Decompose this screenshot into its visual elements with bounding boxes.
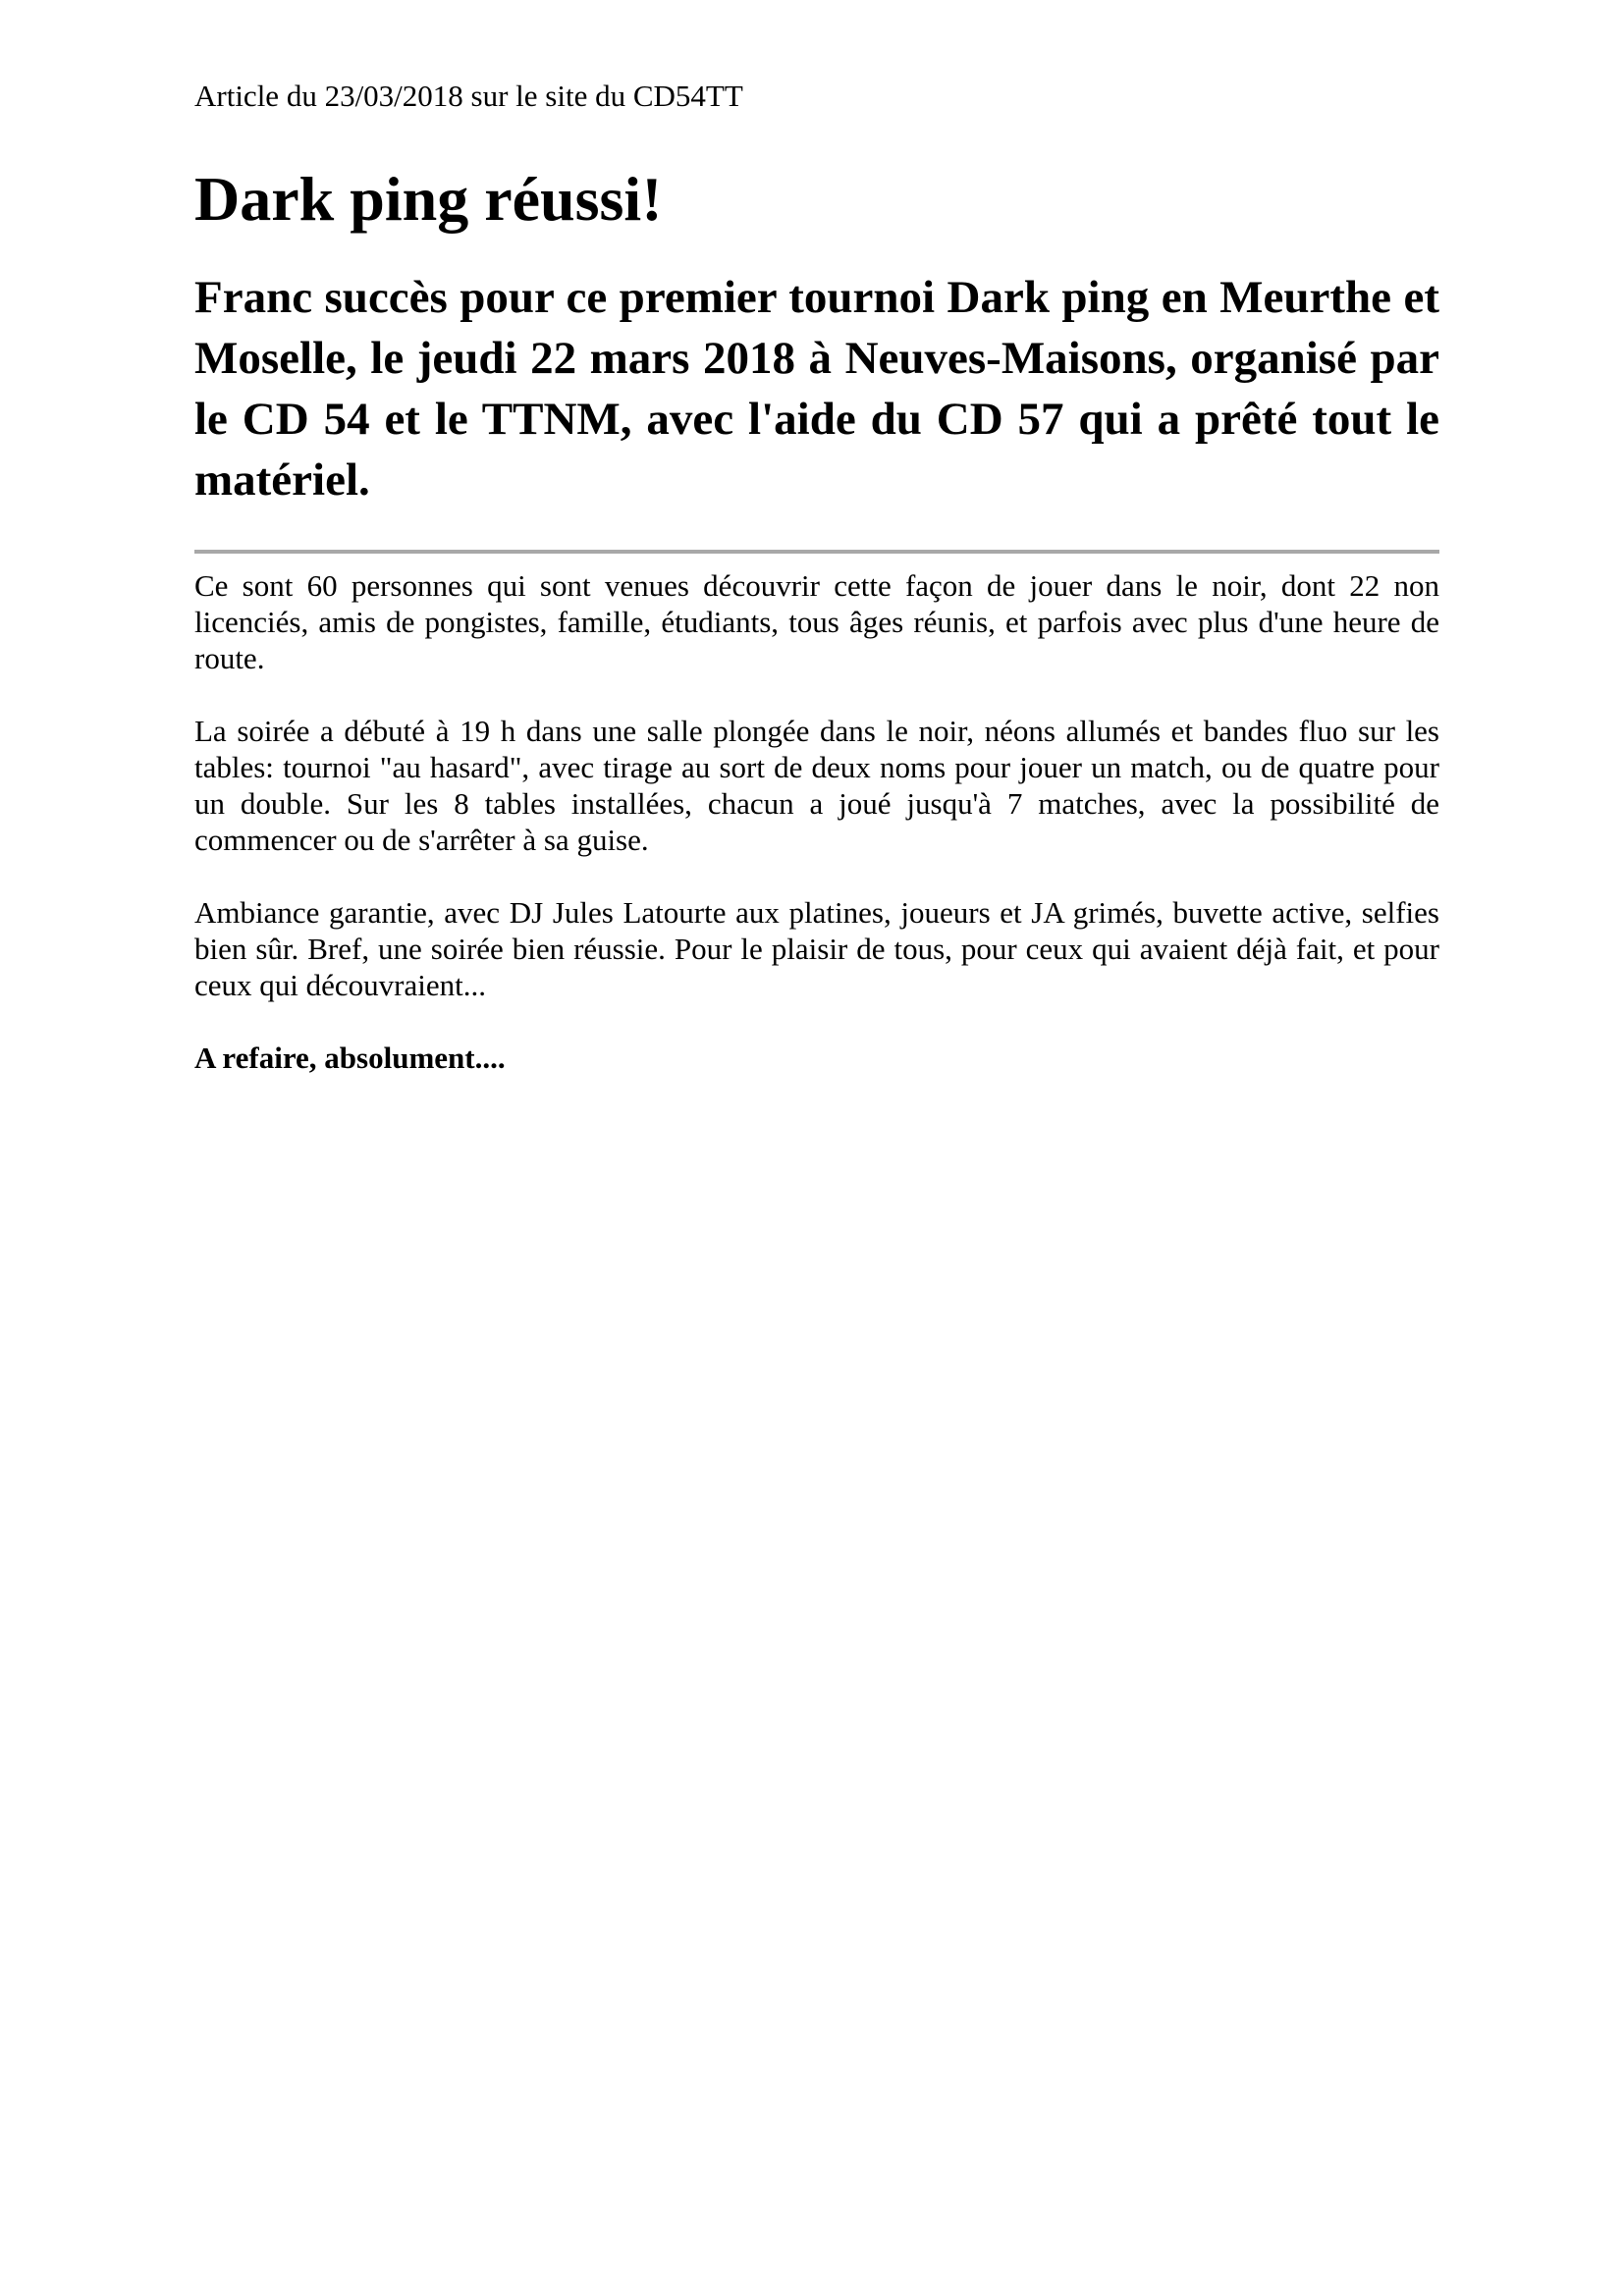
article-title: Dark ping réussi! — [194, 164, 663, 234]
body-paragraph: La soirée a débuté à 19 h dans une salle plongée dans le noir, néons allumés et bandes fluo sur les tables: tournoi "au hasard", avec tirage au sort de deux noms pour jouer un match, ou de quatre pour un double. Sur les 8 tables installées, chacun a joué jusqu'à 7 matches, avec la possibilité de commencer ou de s'arrêter à sa guise. — [194, 714, 1439, 857]
closing-line: A refaire, absolument.... — [194, 1041, 506, 1075]
article-body — [194, 567, 1439, 1076]
article-source-line: Article du 23/03/2018 sur le site du CD54TT — [194, 79, 743, 113]
article-page — [194, 75, 1439, 1112]
body-paragraph: Ambiance garantie, avec DJ Jules Latourte aux platines, joueurs et JA grimés, buvette active, selfies bien sûr. Bref, une soirée bien réussie. Pour le plaisir de tous, pour ceux qui avaient déjà fait, et pour ceux qui découvraient... — [194, 895, 1439, 1002]
article-lead: Franc succès pour ce premier tournoi Dark ping en Meurthe et Moselle, le jeudi 22 mars 2018 à Neuves-Maisons, organisé par le CD 54 et le TTNM, avec l'aide du CD 57 qui a prêté tout le matériel. — [194, 272, 1439, 506]
body-paragraph: Ce sont 60 personnes qui sont venues découvrir cette façon de jouer dans le noir, dont 22 non licenciés, amis de pongistes, famille, étudiants, tous âges réunis, et parfois avec plus d'une heure de route. — [194, 568, 1439, 675]
divider — [194, 550, 1439, 554]
